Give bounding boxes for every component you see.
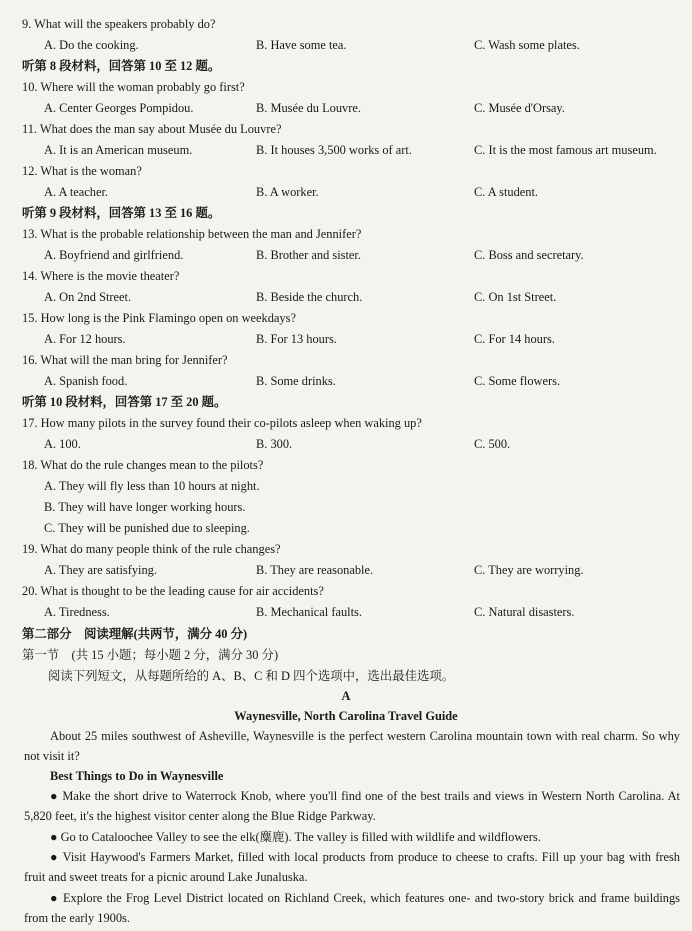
passage-letter: A bbox=[341, 689, 351, 703]
answer-option: C. It is the most famous art museum. bbox=[474, 143, 657, 157]
answer-option: A. Do the cooking. bbox=[44, 38, 139, 52]
answer-option: B. Have some tea. bbox=[256, 38, 347, 52]
answer-option: B. Mechanical faults. bbox=[256, 605, 362, 619]
answer-option: B. Brother and sister. bbox=[256, 248, 361, 262]
answer-option: B. Some drinks. bbox=[256, 374, 336, 388]
answer-option: C. Wash some plates. bbox=[474, 38, 580, 52]
answer-option: A. Boyfriend and girlfriend. bbox=[44, 248, 184, 262]
section-heading: 听第 10 段材料，回答第 17 至 20 题。 bbox=[22, 395, 227, 409]
question-stem: 19. What do many people think of the rule changes? bbox=[22, 542, 281, 556]
part2-heading: 第二部分 阅读理解(共两节，满分 40 分) bbox=[22, 627, 248, 641]
passage-intro: About 25 miles southwest of Asheville, Waynesville is the perfect western Carolina mountain town with real charm. So why not visit it? bbox=[24, 729, 680, 763]
answer-option: B. Musée du Louvre. bbox=[256, 101, 361, 115]
answer-option: C. Boss and secretary. bbox=[474, 248, 584, 262]
bullet-item: ● Make the short drive to Waterrock Knob, where you'll find one of the best trails and views in Western North Carolina. At 5,820 feet, it's the highest visitor center along the Blue Ridge Parkway. bbox=[24, 789, 680, 823]
answer-option: C. Musée d'Orsay. bbox=[474, 101, 565, 115]
question-stem: 20. What is thought to be the leading cause for air accidents? bbox=[22, 584, 324, 598]
answer-option: A. It is an American museum. bbox=[44, 143, 193, 157]
bullet-item: ● Visit Haywood's Farmers Market, filled with local products from produce to cheese to crafts. Fill up your bag with fresh fruit and sweet treats for a picnic around Lake Junaluska. bbox=[24, 850, 680, 884]
answer-option: A. They are satisfying. bbox=[44, 563, 157, 577]
answer-option: A. They will fly less than 10 hours at night. bbox=[44, 479, 260, 493]
answer-option: A. Spanish food. bbox=[44, 374, 128, 388]
answer-option: B. For 13 hours. bbox=[256, 332, 337, 346]
bullet-item: ● Go to Cataloochee Valley to see the elk(麋鹿). The valley is filled with wildlife and wildflowers. bbox=[50, 830, 541, 844]
question-stem: 16. What will the man bring for Jennifer? bbox=[22, 353, 228, 367]
answer-option: C. They will be punished due to sleeping. bbox=[44, 521, 250, 535]
passage-title: Waynesville, North Carolina Travel Guide bbox=[234, 709, 458, 723]
answer-option: B. Beside the church. bbox=[256, 290, 363, 304]
answer-option: B. 300. bbox=[256, 437, 293, 451]
answer-option: C. 500. bbox=[474, 437, 511, 451]
question-stem: 14. Where is the movie theater? bbox=[22, 269, 180, 283]
answer-option: A. 100. bbox=[44, 437, 81, 451]
answer-option: B. It houses 3,500 works of art. bbox=[256, 143, 412, 157]
answer-option: A. Center Georges Pompidou. bbox=[44, 101, 194, 115]
answer-option: C. For 14 hours. bbox=[474, 332, 555, 346]
answer-option: A. Tiredness. bbox=[44, 605, 110, 619]
reading-instruction: 阅读下列短文，从每题所给的 A、B、C 和 D 四个选项中，选出最佳选项。 bbox=[48, 669, 455, 683]
answer-option: C. They are worrying. bbox=[474, 563, 584, 577]
answer-option: A. A teacher. bbox=[44, 185, 108, 199]
question-stem: 9. What will the speakers probably do? bbox=[22, 17, 216, 31]
bullet-item: ● Explore the Frog Level District located on Richland Creek, which features one- and two-story brick and frame buildings from the early 1900s. bbox=[24, 891, 680, 925]
answer-option: B. They are reasonable. bbox=[256, 563, 374, 577]
answer-option: A. On 2nd Street. bbox=[44, 290, 132, 304]
passage-subheading: Best Things to Do in Waynesville bbox=[50, 769, 224, 783]
question-stem: 11. What does the man say about Musée du Louvre? bbox=[22, 122, 282, 136]
answer-option: C. A student. bbox=[474, 185, 539, 199]
question-stem: 12. What is the woman? bbox=[22, 164, 142, 178]
answer-option: C. Some flowers. bbox=[474, 374, 561, 388]
question-stem: 15. How long is the Pink Flamingo open on weekdays? bbox=[22, 311, 296, 325]
answer-option: B. A worker. bbox=[256, 185, 319, 199]
question-stem: 18. What do the rule changes mean to the pilots? bbox=[22, 458, 264, 472]
answer-option: C. On 1st Street. bbox=[474, 290, 557, 304]
question-stem: 17. How many pilots in the survey found their co-pilots asleep when waking up? bbox=[22, 416, 422, 430]
answer-option: A. For 12 hours. bbox=[44, 332, 126, 346]
section1-heading: 第一节 (共 15 小题；每小题 2 分，满分 30 分) bbox=[22, 648, 279, 662]
question-stem: 10. Where will the woman probably go first? bbox=[22, 80, 245, 94]
answer-option: B. They will have longer working hours. bbox=[44, 500, 246, 514]
answer-option: C. Natural disasters. bbox=[474, 605, 575, 619]
question-stem: 13. What is the probable relationship between the man and Jennifer? bbox=[22, 227, 362, 241]
section-heading: 听第 8 段材料，回答第 10 至 12 题。 bbox=[22, 59, 221, 73]
section-heading: 听第 9 段材料，回答第 13 至 16 题。 bbox=[22, 206, 221, 220]
